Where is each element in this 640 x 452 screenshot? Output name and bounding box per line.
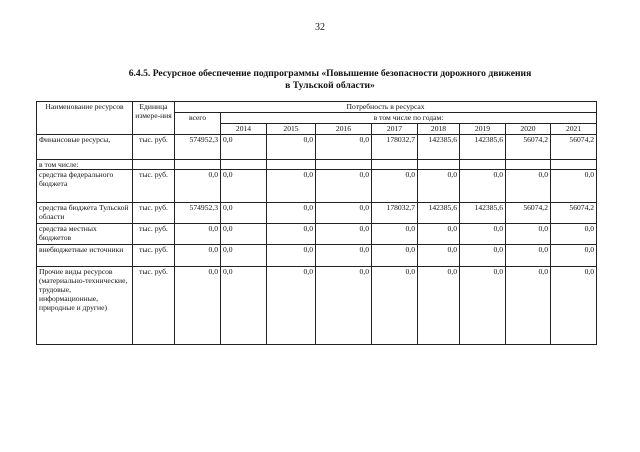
- row-value: 142385,6: [418, 203, 460, 224]
- row-name: средства бюджета Тульской области: [37, 203, 133, 224]
- row-value: 0,0: [460, 170, 506, 203]
- row-unit: тыс. руб.: [133, 135, 175, 160]
- row-value: 0,0: [221, 224, 267, 245]
- row-total: 0,0: [175, 267, 221, 345]
- header-year: 2015: [267, 124, 316, 135]
- row-value: 0,0: [372, 170, 418, 203]
- table-row: [37, 135, 597, 160]
- row-name: средства федерального бюджета: [37, 170, 133, 203]
- header-year: 2021: [551, 124, 597, 135]
- row-value: 0,0: [551, 224, 597, 245]
- row-value: 0,0: [316, 170, 372, 203]
- table-row: [37, 224, 597, 245]
- header-year: 2019: [460, 124, 506, 135]
- row-value: 0,0: [372, 245, 418, 267]
- row-value: 0,0: [506, 224, 551, 245]
- section-title-line-1: 6.4.5. Ресурсное обеспечение подпрограммы «Повышение безопасности дорожного движения: [128, 68, 532, 79]
- row-total: [175, 160, 221, 170]
- row-value: 178032,7: [372, 135, 418, 160]
- row-value: 0,0: [267, 267, 316, 345]
- row-value: 0,0: [267, 170, 316, 203]
- row-value: [221, 160, 267, 170]
- table-row: [37, 267, 597, 345]
- row-value: 142385,6: [460, 203, 506, 224]
- row-name: Финансовые ресурсы,: [37, 135, 133, 160]
- row-total: 0,0: [175, 245, 221, 267]
- row-unit: [133, 160, 175, 170]
- row-value: [372, 160, 418, 170]
- header-year: 2016: [316, 124, 372, 135]
- row-value: [460, 160, 506, 170]
- row-total: 574952,3: [175, 135, 221, 160]
- row-value: 0,0: [221, 245, 267, 267]
- row-value: 0,0: [460, 224, 506, 245]
- row-value: 0,0: [267, 224, 316, 245]
- row-value: 0,0: [506, 267, 551, 345]
- row-value: 0,0: [316, 135, 372, 160]
- row-total: 0,0: [175, 170, 221, 203]
- row-value: 0,0: [551, 170, 597, 203]
- row-name: Прочие виды ресурсов (материально-технические, трудовые, информационные, природные и другие): [37, 267, 133, 345]
- row-value: [316, 160, 372, 170]
- row-value: 0,0: [460, 267, 506, 345]
- row-value: 0,0: [418, 245, 460, 267]
- table-row: [37, 160, 597, 170]
- row-value: 0,0: [551, 267, 597, 345]
- row-value: [506, 160, 551, 170]
- table-row: [37, 245, 597, 267]
- row-total: 574952,3: [175, 203, 221, 224]
- section-title-line-2: в Тульской области»: [285, 80, 375, 91]
- header-year: 2017: [372, 124, 418, 135]
- row-value: [267, 160, 316, 170]
- table-row: [37, 203, 597, 224]
- section-title: [60, 68, 600, 92]
- row-value: 0,0: [506, 245, 551, 267]
- header-year: 2014: [221, 124, 267, 135]
- row-unit: тыс. руб.: [133, 245, 175, 267]
- row-value: 56074,2: [551, 135, 597, 160]
- row-value: 0,0: [267, 203, 316, 224]
- row-name: средства местных бюджетов: [37, 224, 133, 245]
- row-value: 56074,2: [506, 203, 551, 224]
- row-value: 0,0: [316, 203, 372, 224]
- row-unit: тыс. руб.: [133, 224, 175, 245]
- row-value: 56074,2: [551, 203, 597, 224]
- row-value: 0,0: [418, 170, 460, 203]
- row-value: 0,0: [316, 224, 372, 245]
- row-value: 0,0: [267, 245, 316, 267]
- header-resource-name: Наименование ресурсов: [37, 102, 133, 135]
- row-value: 0,0: [372, 224, 418, 245]
- header-unit: Единица измере-ния: [133, 102, 175, 135]
- row-total: 0,0: [175, 224, 221, 245]
- header-total: всего: [175, 113, 221, 135]
- row-value: 178032,7: [372, 203, 418, 224]
- row-value: 0,0: [221, 170, 267, 203]
- row-unit: тыс. руб.: [133, 203, 175, 224]
- row-value: 142385,6: [418, 135, 460, 160]
- page-number: 32: [315, 22, 325, 33]
- row-value: 0,0: [418, 267, 460, 345]
- row-value: 0,0: [221, 267, 267, 345]
- row-value: 0,0: [221, 135, 267, 160]
- row-value: 56074,2: [506, 135, 551, 160]
- header-year: 2020: [506, 124, 551, 135]
- header-need: Потребность в ресурсах: [175, 102, 597, 113]
- row-value: 0,0: [316, 267, 372, 345]
- row-value: 0,0: [316, 245, 372, 267]
- row-value: 0,0: [221, 203, 267, 224]
- row-value: 0,0: [551, 245, 597, 267]
- row-unit: тыс. руб.: [133, 267, 175, 345]
- row-value: 0,0: [418, 224, 460, 245]
- row-name: внебюджетные источники: [37, 245, 133, 267]
- table-row: [37, 170, 597, 203]
- row-value: 0,0: [460, 245, 506, 267]
- row-value: 0,0: [372, 267, 418, 345]
- row-value: 142385,6: [460, 135, 506, 160]
- row-unit: тыс. руб.: [133, 170, 175, 203]
- row-value: [418, 160, 460, 170]
- resource-table: [36, 101, 597, 345]
- row-name: в том числе:: [37, 160, 133, 170]
- header-by-year: в том числе по годам:: [221, 113, 597, 124]
- header-year: 2018: [418, 124, 460, 135]
- row-value: [551, 160, 597, 170]
- row-value: 0,0: [506, 170, 551, 203]
- row-value: 0,0: [267, 135, 316, 160]
